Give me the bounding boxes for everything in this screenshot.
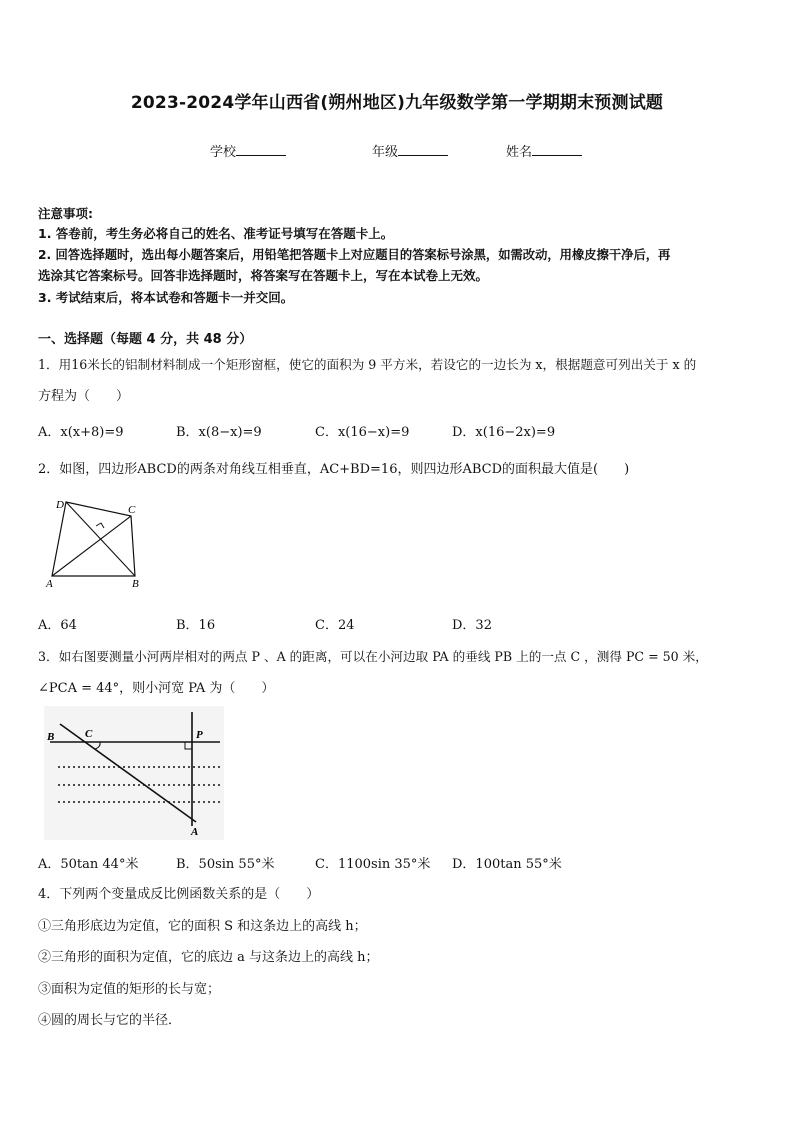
label-a: A (46, 578, 53, 590)
notice-item-2a: 2. 回答选择题时，选出每小题答案后，用铅笔把答题卡上对应题目的答案标号涂黑，如需改动，用橡皮擦干净后，再 (38, 248, 671, 262)
label-b: B (132, 578, 139, 590)
page-title: 2023-2024学年山西省(朔州地区)九年级数学第一学期期末预测试题 (130, 93, 664, 113)
section-heading: 一、选择题（每题 4 分，共 48 分） (38, 332, 253, 347)
name-label: 姓名 (506, 145, 533, 160)
q2-option-d: D．32 (452, 618, 492, 633)
label-p: P (196, 729, 203, 741)
question-3-line-1: 3．如右图要测量小河两岸相对的两点 P 、A 的距离，可以在小河边取 PA 的垂线 PB 上的一点 C ，测得 PC = 50 米， (38, 649, 708, 664)
notice-item-3: 3. 考试结束后，将本试卷和答题卡一并交回。 (38, 290, 294, 305)
school-field (210, 141, 286, 160)
label-c: C (85, 728, 93, 740)
q4-item-1: ①三角形底边为定值，它的面积 S 和这条边上的高线 h； (38, 919, 367, 934)
q3-option-c: C．1100sin 35°米 (315, 857, 431, 872)
q1-option-b: B．x(8−x)=9 (176, 425, 262, 440)
name-blank (532, 143, 582, 156)
quadrilateral-abcd (52, 502, 135, 576)
label-d: D (56, 499, 64, 511)
grade-label: 年级 (372, 145, 399, 160)
grade-field (372, 141, 448, 160)
q1-option-c: C．x(16−x)=9 (315, 425, 410, 440)
question-1-line-2: 方程为（ ） (38, 389, 130, 404)
label-b: B (47, 731, 55, 743)
diagonal-ac (52, 516, 131, 576)
question-2-stem: 2．如图，四边形ABCD的两条对角线互相垂直，AC+BD=16，则四边形ABCD的面积最大值是( ) (38, 462, 630, 477)
quadrilateral-figure (40, 494, 160, 590)
right-angle-mark (96, 523, 104, 528)
question-1-line-1: 1．用16米长的铝制材料制成一个矩形窗框，使它的面积为 9 平方米，若设它的一边长为 x，根据题意可列出关于 x 的 (38, 357, 697, 372)
label-a: A (191, 826, 199, 838)
q1-option-a: A．x(x+8)=9 (38, 425, 124, 440)
notice-item-1: 1. 答卷前，考生务必将自己的姓名、准考证号填写在答题卡上。 (38, 226, 394, 241)
grade-blank (398, 143, 448, 156)
diagonal-bd (66, 502, 135, 576)
q4-item-3: ③面积为定值的矩形的长与宽； (38, 982, 221, 997)
school-blank (236, 143, 286, 156)
label-c: C (128, 504, 136, 516)
figure-background (44, 706, 224, 840)
notice-item-2b: 选涂其它答案标号。回答非选择题时，将答案写在答题卡上，写在本试卷上无效。 (38, 268, 489, 283)
question-3-line-2: ∠PCA = 44°，则小河宽 PA 为（ ） (38, 681, 275, 696)
q3-option-b: B．50sin 55°米 (176, 857, 275, 872)
river-figure (44, 706, 224, 840)
q3-option-a: A．50tan 44°米 (38, 857, 139, 872)
name-field (506, 141, 582, 160)
q2-option-c: C．24 (315, 618, 355, 633)
question-4-stem: 4．下列两个变量成反比例函数关系的是（ ） (38, 887, 320, 902)
q2-option-a: A．64 (38, 618, 77, 633)
notice-heading: 注意事项: (38, 206, 93, 221)
q2-option-b: B．16 (176, 618, 216, 633)
q1-option-d: D．x(16−2x)=9 (452, 425, 556, 440)
q4-item-2: ②三角形的面积为定值，它的底边 a 与这条边上的高线 h； (38, 950, 379, 965)
q3-option-d: D．100tan 55°米 (452, 857, 562, 872)
school-label: 学校 (210, 145, 237, 160)
q4-item-4: ④圆的周长与它的半径． (38, 1013, 182, 1028)
